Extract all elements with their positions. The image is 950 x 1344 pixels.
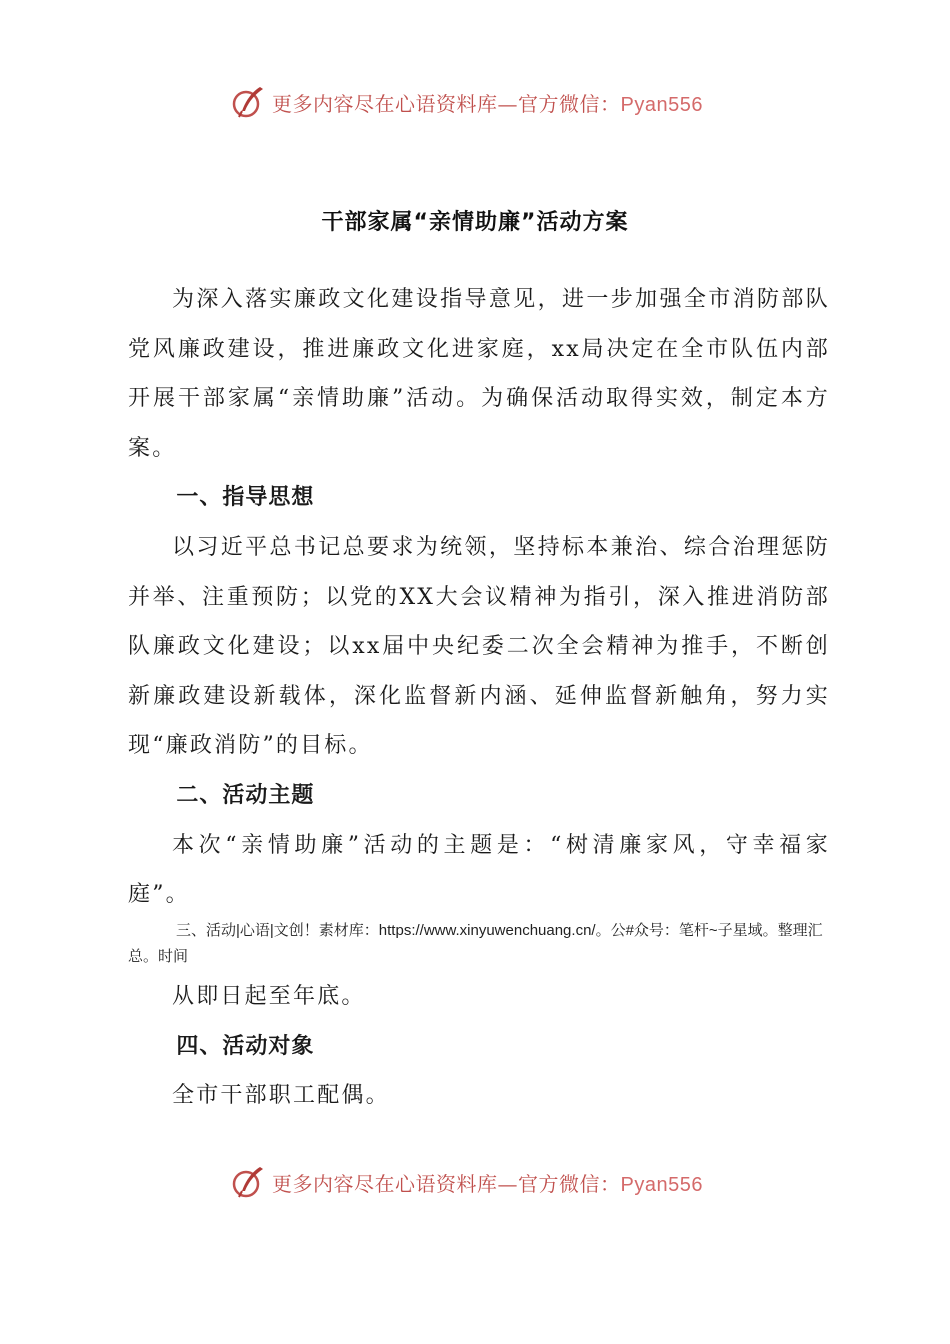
banner-text: 更多内容尽在心语资料库—官方微信：Pyan556 <box>272 1171 703 1196</box>
document-body <box>128 275 830 920</box>
section-3-paragraph: 从即日起至年底。 <box>172 984 366 1009</box>
document-body-lower <box>128 972 830 1121</box>
quill-logo-icon <box>230 84 266 120</box>
footer-banner <box>230 1162 750 1202</box>
banner-text: 更多内容尽在心语资料库—官方微信：Pyan556 <box>272 91 703 116</box>
section-2-paragraph: 本次“亲情助廉”活动的主题是：“树清廉家风，守幸福家庭”。 <box>128 832 830 908</box>
intro-paragraph: 为深入落实廉政文化建设指导意见，进一步加强全市消防部队党风廉政建设，推进廉政文化进家庭，xx局决定在全市队伍内部开展干部家属“亲情助廉”活动。为确保活动取得实效，制定本方案。 <box>128 287 830 461</box>
document-title: 干部家属“亲情助廉”活动方案 <box>321 210 629 235</box>
section-1-paragraph: 以习近平总书记总要求为统领，坚持标本兼治、综合治理惩防并举、注重预防；以党的XX大会议精神为指引，深入推进消防部队廉政文化建设；以xx届中央纪委二次全会精神为推手，不断创新廉政建设新载体，深化监督新内涵、延伸监督新触角，努力实现“廉政消防”的目标。 <box>128 534 830 759</box>
wechat-id: Pyan556 <box>620 93 703 116</box>
section-2-heading: 二、活动主题 <box>176 782 315 808</box>
section-3-heading: 三、活动|心语|文创！素材库：https://www.xinyuwenchuang.cn/。公#众号：笔杆~子星域。整理汇总。时间 <box>128 922 823 965</box>
header-banner <box>230 82 750 122</box>
section-3-block <box>128 918 840 970</box>
section-4-heading: 四、活动对象 <box>176 1033 315 1059</box>
wechat-id: Pyan556 <box>620 1173 703 1196</box>
quill-logo-icon <box>230 1164 266 1200</box>
section-4-paragraph: 全市干部职工配偶。 <box>172 1083 390 1109</box>
section-1-heading: 一、指导思想 <box>176 485 315 511</box>
